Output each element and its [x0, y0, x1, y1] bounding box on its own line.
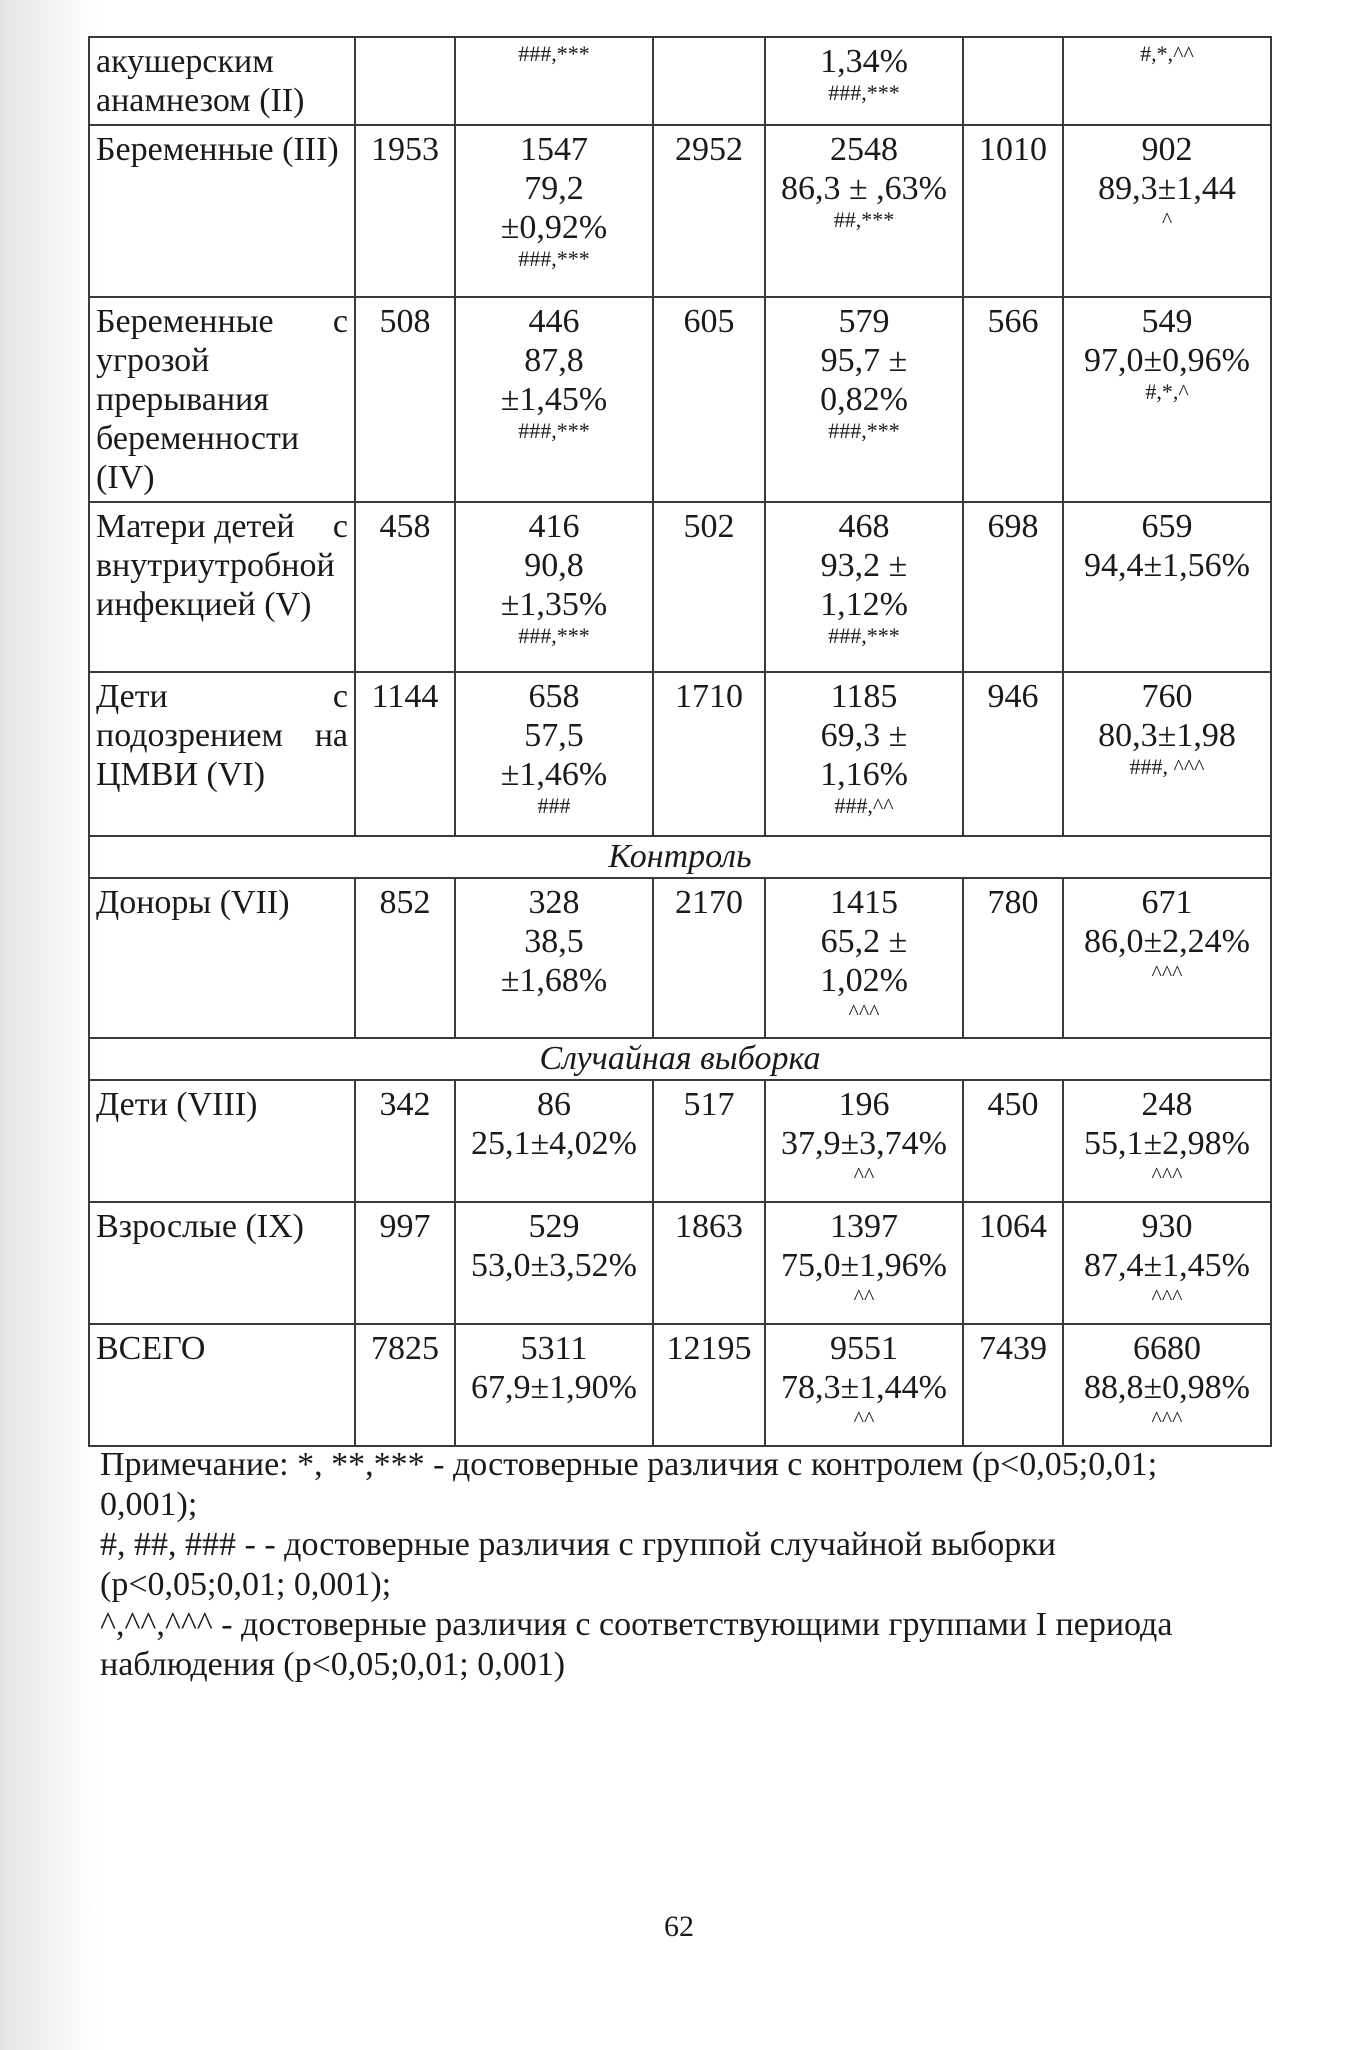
row-label-line: инфекцией (V)	[96, 586, 312, 623]
row-label-line: Доноры (VII)	[96, 884, 290, 921]
cell-line: 946	[987, 678, 1039, 715]
cell-line: 86,3 ± ,63%	[781, 170, 947, 207]
cell-c4	[765, 1080, 963, 1202]
cell-line: ±0,92%	[500, 209, 608, 246]
cell-line: 79,2	[524, 170, 584, 207]
significance-mark: ^^^	[848, 999, 880, 1024]
table-row	[89, 672, 1271, 836]
cell-line: 902	[1141, 131, 1193, 168]
cell-line: 5311	[520, 1330, 588, 1367]
cell-line: 852	[379, 884, 431, 921]
row-label	[89, 502, 355, 672]
table-row	[89, 125, 1271, 297]
cell-c2	[455, 878, 653, 1038]
significance-mark: ###,***	[828, 623, 900, 648]
cell-c6	[1063, 878, 1271, 1038]
significance-mark: ###,***	[828, 80, 900, 105]
significance-mark: ^^^	[1151, 1284, 1183, 1309]
table-row	[89, 1324, 1271, 1446]
row-label	[89, 1080, 355, 1202]
cell-c5	[963, 502, 1063, 672]
cell-c2	[455, 672, 653, 836]
cell-c2	[455, 1080, 653, 1202]
cell-c3	[653, 878, 765, 1038]
cell-line: 671	[1141, 884, 1193, 921]
cell-line: ±1,35%	[500, 586, 608, 623]
cell-c3	[653, 672, 765, 836]
significance-mark: ###,^^	[834, 793, 894, 818]
cell-c3	[653, 502, 765, 672]
cell-c4	[765, 125, 963, 297]
cell-line: 7439	[979, 1330, 1047, 1367]
cell-c6	[1063, 1202, 1271, 1324]
cell-line: 37,9±3,74%	[781, 1125, 947, 1162]
cell-c4	[765, 37, 963, 125]
page-number: 62	[664, 1910, 694, 1943]
cell-c2	[455, 1202, 653, 1324]
cell-c3	[653, 1324, 765, 1446]
cell-line: 248	[1141, 1086, 1193, 1123]
cell-line: 1010	[979, 131, 1047, 168]
cell-line: 342	[379, 1086, 431, 1123]
significance-mark: ###	[537, 793, 571, 818]
cell-line: 1863	[675, 1208, 743, 1245]
cell-c5	[963, 672, 1063, 836]
cell-c5	[963, 125, 1063, 297]
cell-line: 549	[1141, 303, 1193, 340]
cell-line: 508	[379, 303, 431, 340]
cell-line: ±1,68%	[500, 962, 608, 999]
cell-c6	[1063, 297, 1271, 502]
note-line: #, ##, ### - - достоверные различия с группой случайной выборки	[100, 1526, 1056, 1563]
cell-c3	[653, 1202, 765, 1324]
cell-line: 1547	[520, 131, 588, 168]
cell-c6	[1063, 1324, 1271, 1446]
note-line: ^,^^,^^^ - достоверные различия с соответствующими группами I периода	[100, 1606, 1173, 1643]
cell-line: 659	[1141, 508, 1193, 545]
results-table	[88, 36, 1272, 1447]
row-label	[89, 1202, 355, 1324]
cell-line: 468	[838, 508, 890, 545]
cell-c1	[355, 1080, 455, 1202]
cell-line: 38,5	[524, 923, 584, 960]
cell-line: 88,8±0,98%	[1084, 1369, 1250, 1406]
cell-line: 7825	[371, 1330, 439, 1367]
cell-line: 502	[683, 508, 735, 545]
cell-line: 87,4±1,45%	[1084, 1247, 1250, 1284]
significance-mark: ^^	[853, 1284, 875, 1309]
cell-line: 2952	[675, 131, 743, 168]
cell-line: 12195	[666, 1330, 752, 1367]
row-label-line: Дети (VIII)	[96, 1086, 258, 1123]
cell-line: 1,16%	[820, 756, 908, 793]
cell-line: 86	[537, 1086, 571, 1123]
cell-c1	[355, 37, 455, 125]
row-label-line	[96, 302, 348, 341]
cell-c5	[963, 37, 1063, 125]
cell-line: 1,12%	[820, 586, 908, 623]
cell-line: 80,3±1,98	[1098, 717, 1236, 754]
cell-c3	[653, 297, 765, 502]
significance-mark: #,*,^^	[1140, 41, 1194, 66]
cell-line: 55,1±2,98%	[1084, 1125, 1250, 1162]
cell-c6	[1063, 502, 1271, 672]
cell-line: 780	[987, 884, 1039, 921]
significance-mark: ^	[1161, 207, 1173, 232]
cell-line: ±1,45%	[500, 381, 608, 418]
cell-c4	[765, 1324, 963, 1446]
scan-margin-shadow	[0, 0, 100, 2050]
table-row	[89, 1080, 1271, 1202]
cell-line: 90,8	[524, 547, 584, 584]
section-row	[89, 836, 1271, 878]
cell-line: 53,0±3,52%	[471, 1247, 637, 1284]
significance-mark: ##,***	[833, 207, 895, 232]
cell-line: 196	[838, 1086, 890, 1123]
row-label	[89, 125, 355, 297]
note-line: 0,001);	[100, 1486, 198, 1523]
cell-line: 446	[528, 303, 580, 340]
row-label-line: Беременные (III)	[96, 131, 339, 168]
cell-c2	[455, 502, 653, 672]
cell-line: 1415	[830, 884, 898, 921]
cell-line: 86,0±2,24%	[1084, 923, 1250, 960]
cell-line: 1953	[371, 131, 439, 168]
table-row	[89, 502, 1271, 672]
cell-line: 1710	[675, 678, 743, 715]
section-heading: Случайная выборка	[89, 1038, 1271, 1080]
row-label-line: акушерским	[96, 43, 274, 80]
significance-mark: ###,***	[518, 41, 590, 66]
row-label-line: прерывания	[96, 381, 269, 418]
label-part: Матери детей	[96, 508, 295, 545]
cell-c2	[455, 37, 653, 125]
cell-line: 328	[528, 884, 580, 921]
table-row	[89, 37, 1271, 125]
label-part: подозрением	[96, 717, 284, 754]
cell-line: 517	[683, 1086, 735, 1123]
significance-mark: ^^^	[1151, 1162, 1183, 1187]
cell-line: 69,3 ±	[820, 717, 908, 754]
row-label-line: ЦМВИ (VI)	[96, 756, 266, 793]
cell-c1	[355, 1202, 455, 1324]
cell-line: 94,4±1,56%	[1084, 547, 1250, 584]
cell-c6	[1063, 1080, 1271, 1202]
cell-line: 0,82%	[820, 381, 908, 418]
cell-c4	[765, 502, 963, 672]
row-label-line: анамнезом (II)	[96, 82, 305, 119]
row-label	[89, 297, 355, 502]
cell-c3	[653, 125, 765, 297]
cell-line: 416	[528, 508, 580, 545]
cell-line: 57,5	[524, 717, 584, 754]
cell-line: 9551	[830, 1330, 898, 1367]
significance-mark: ###,***	[518, 418, 590, 443]
cell-line: 95,7 ±	[820, 342, 908, 379]
cell-line: 579	[838, 303, 890, 340]
cell-c4	[765, 878, 963, 1038]
cell-c2	[455, 125, 653, 297]
cell-line: 930	[1141, 1208, 1193, 1245]
label-part: с	[332, 303, 348, 340]
cell-c4	[765, 1202, 963, 1324]
cell-line: 529	[528, 1208, 580, 1245]
row-label-line	[96, 716, 348, 755]
cell-c5	[963, 297, 1063, 502]
cell-line: 87,8	[524, 342, 584, 379]
cell-line: 1064	[979, 1208, 1047, 1245]
cell-line: 1185	[830, 678, 898, 715]
cell-c1	[355, 125, 455, 297]
row-label-line: Взрослые (IX)	[96, 1208, 304, 1245]
cell-line: 458	[379, 508, 431, 545]
cell-line: 698	[987, 508, 1039, 545]
cell-c2	[455, 297, 653, 502]
cell-line: 605	[683, 303, 735, 340]
section-row	[89, 1038, 1271, 1080]
row-label-line: (IV)	[96, 459, 155, 496]
cell-c4	[765, 672, 963, 836]
cell-line: 1,34%	[820, 43, 908, 80]
cell-line: 2548	[830, 131, 898, 168]
cell-c6	[1063, 37, 1271, 125]
cell-c5	[963, 1324, 1063, 1446]
note-line: Примечание: *, **,*** - достоверные различия с контролем (p<0,05;0,01;	[100, 1446, 1158, 1483]
cell-line: 78,3±1,44%	[781, 1369, 947, 1406]
label-part: с	[332, 508, 348, 545]
cell-c1	[355, 1324, 455, 1446]
cell-line: 97,0±0,96%	[1084, 342, 1250, 379]
cell-line: 450	[987, 1086, 1039, 1123]
cell-line: 6680	[1133, 1330, 1201, 1367]
significance-mark: ###,***	[518, 246, 590, 271]
cell-line: 1144	[371, 678, 439, 715]
significance-mark: ^^	[853, 1162, 875, 1187]
significance-mark: ^^	[853, 1406, 875, 1431]
significance-mark: ###, ^^^	[1129, 754, 1205, 779]
cell-line: 75,0±1,96%	[781, 1247, 947, 1284]
note-line: (p<0,05;0,01; 0,001);	[100, 1566, 392, 1603]
row-label-line	[96, 507, 348, 546]
cell-line: 67,9±1,90%	[471, 1369, 637, 1406]
table-row	[89, 297, 1271, 502]
table-body	[89, 37, 1271, 1446]
label-part: на	[314, 717, 348, 754]
cell-c1	[355, 672, 455, 836]
cell-c5	[963, 878, 1063, 1038]
row-label-line: угрозой	[96, 342, 210, 379]
cell-c1	[355, 502, 455, 672]
row-label	[89, 878, 355, 1038]
cell-line: 93,2 ±	[820, 547, 908, 584]
cell-c6	[1063, 672, 1271, 836]
cell-line: 2170	[675, 884, 743, 921]
cell-line: 89,3±1,44	[1098, 170, 1236, 207]
cell-c4	[765, 297, 963, 502]
cell-c1	[355, 297, 455, 502]
cell-c1	[355, 878, 455, 1038]
row-label	[89, 37, 355, 125]
row-label-line	[96, 677, 348, 716]
label-part: с	[332, 678, 348, 715]
row-label-line: внутриутробной	[96, 547, 335, 584]
cell-line: 658	[528, 678, 580, 715]
label-part: Беременные	[96, 303, 274, 340]
row-label-line: беременности	[96, 420, 300, 457]
row-label-line: ВСЕГО	[96, 1330, 206, 1367]
significance-mark: ^^^	[1151, 1406, 1183, 1431]
significance-mark: ^^^	[1151, 960, 1183, 985]
label-part: Дети	[96, 678, 168, 715]
cell-line: 760	[1141, 678, 1193, 715]
cell-c2	[455, 1324, 653, 1446]
row-label	[89, 672, 355, 836]
significance-mark: ###,***	[828, 418, 900, 443]
note-line: наблюдения (p<0,05;0,01; 0,001)	[100, 1646, 566, 1683]
cell-c5	[963, 1202, 1063, 1324]
cell-line: 65,2 ±	[820, 923, 908, 960]
cell-c3	[653, 37, 765, 125]
cell-c6	[1063, 125, 1271, 297]
cell-c3	[653, 1080, 765, 1202]
cell-line: 1397	[830, 1208, 898, 1245]
table-row	[89, 878, 1271, 1038]
significance-mark: #,*,^	[1145, 379, 1189, 404]
cell-c5	[963, 1080, 1063, 1202]
row-label	[89, 1324, 355, 1446]
cell-line: 1,02%	[820, 962, 908, 999]
cell-line: 566	[987, 303, 1039, 340]
table-row	[89, 1202, 1271, 1324]
cell-line: 997	[379, 1208, 431, 1245]
table-note	[100, 1445, 1290, 1685]
cell-line: 25,1±4,02%	[471, 1125, 637, 1162]
cell-line: ±1,46%	[500, 756, 608, 793]
significance-mark: ###,***	[518, 623, 590, 648]
section-heading: Контроль	[89, 836, 1271, 878]
